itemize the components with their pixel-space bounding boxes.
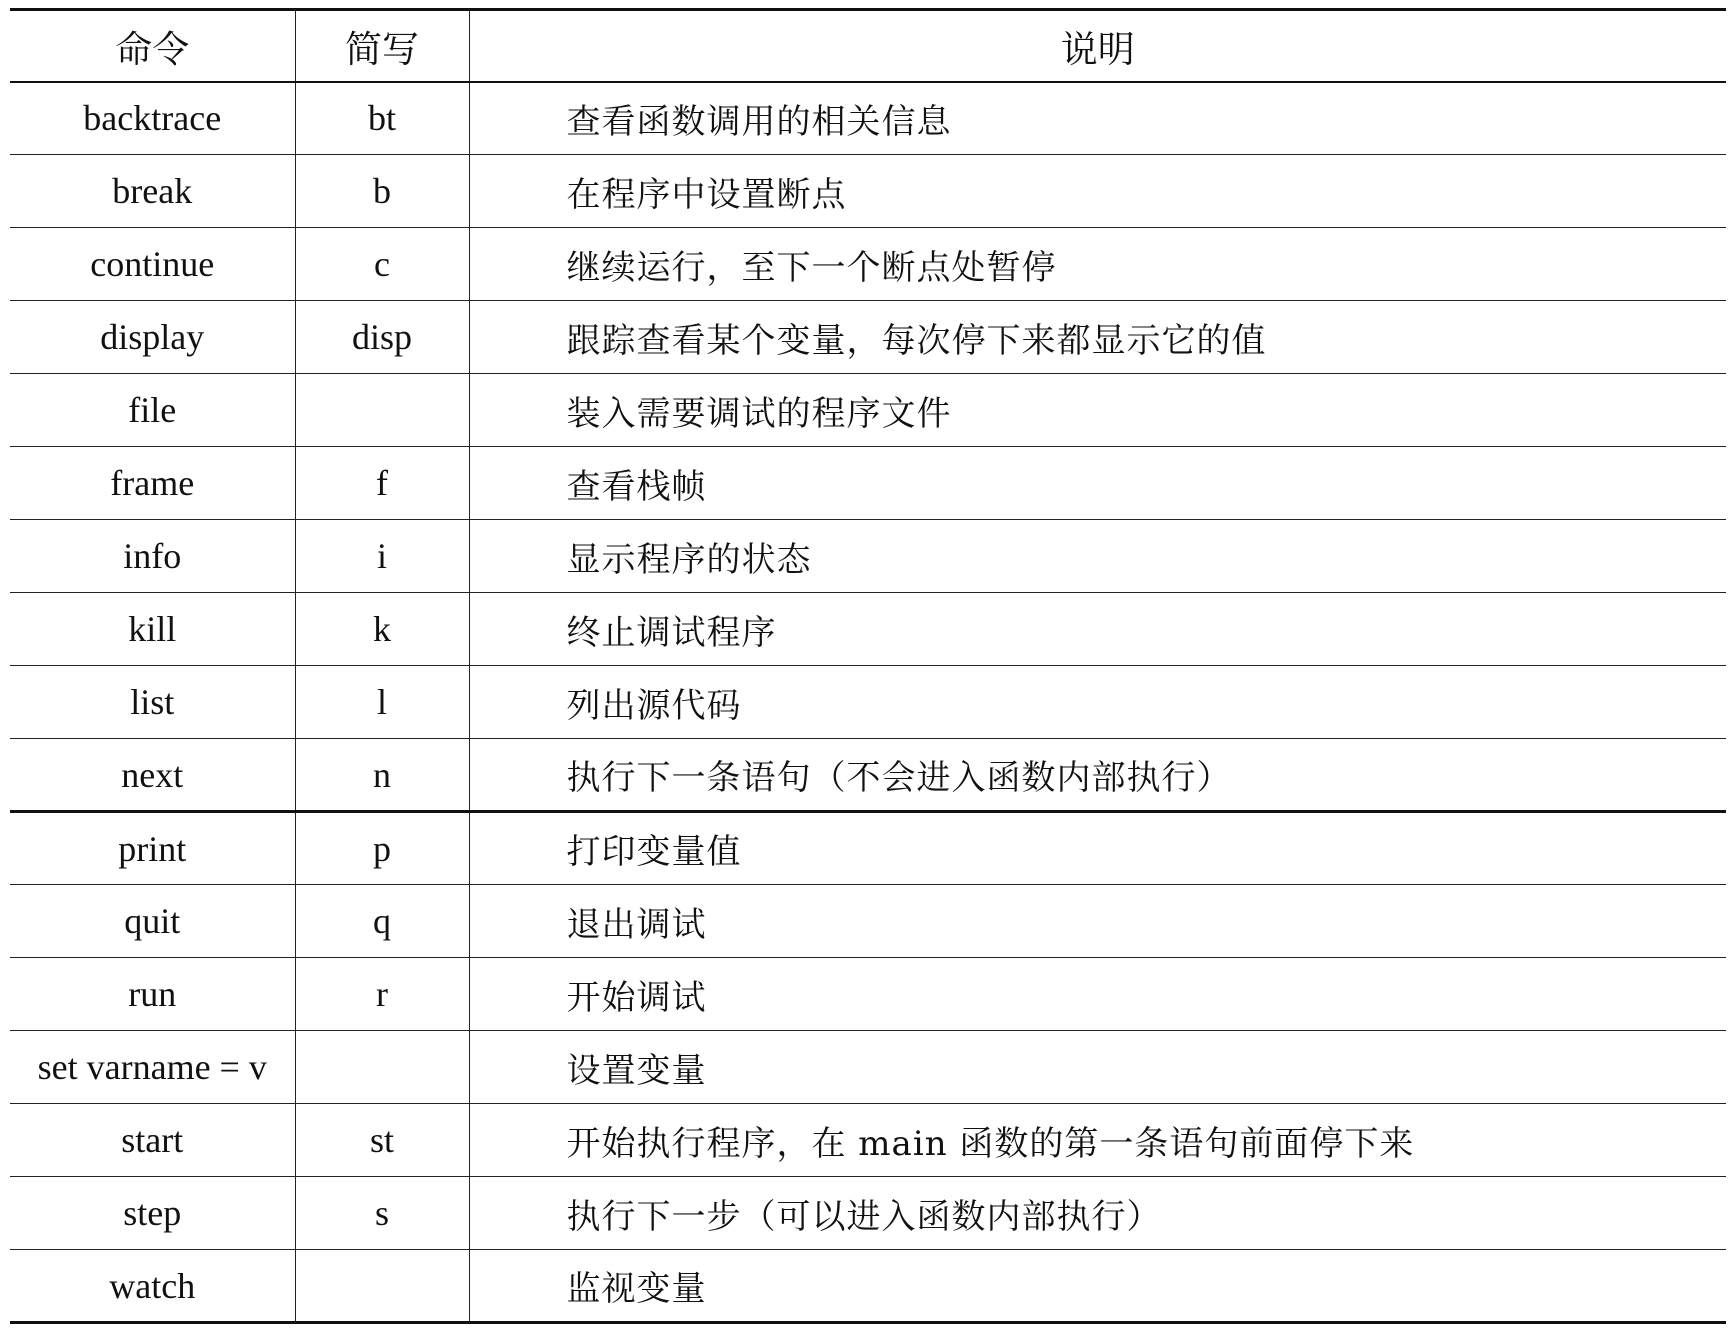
description-cell: 查看栈帧 (469, 447, 1726, 520)
command-cell: backtrace (10, 82, 295, 155)
gdb-command-table (10, 8, 1726, 1324)
description-cell: 打印变量值 (469, 812, 1726, 885)
command-cell: step (10, 1177, 295, 1250)
command-cell: kill (10, 593, 295, 666)
description-cell: 执行下一步（可以进入函数内部执行） (469, 1177, 1726, 1250)
abbreviation-cell: disp (295, 301, 469, 374)
abbreviation-cell: i (295, 520, 469, 593)
description-cell: 开始调试 (469, 958, 1726, 1031)
table-row (10, 301, 1726, 374)
command-cell: continue (10, 228, 295, 301)
command-cell: watch (10, 1250, 295, 1323)
abbreviation-cell: k (295, 593, 469, 666)
abbreviation-cell: c (295, 228, 469, 301)
abbreviation-cell (295, 374, 469, 447)
command-cell: info (10, 520, 295, 593)
table-row (10, 666, 1726, 739)
abbreviation-cell: q (295, 885, 469, 958)
header-command: 命令 (10, 10, 295, 82)
abbreviation-cell: l (295, 666, 469, 739)
command-cell: print (10, 812, 295, 885)
abbreviation-cell: bt (295, 82, 469, 155)
table-header (10, 10, 1726, 82)
command-cell: break (10, 155, 295, 228)
command-cell: set varname = v (10, 1031, 295, 1104)
abbreviation-cell (295, 1031, 469, 1104)
command-cell: file (10, 374, 295, 447)
table-row (10, 885, 1726, 958)
table-row (10, 1177, 1726, 1250)
description-cell: 查看函数调用的相关信息 (469, 82, 1726, 155)
description-cell: 列出源代码 (469, 666, 1726, 739)
description-cell: 监视变量 (469, 1250, 1726, 1323)
table-row (10, 1104, 1726, 1177)
command-cell: start (10, 1104, 295, 1177)
table-row (10, 82, 1726, 155)
abbreviation-cell: f (295, 447, 469, 520)
description-cell: 终止调试程序 (469, 593, 1726, 666)
description-cell: 继续运行，至下一个断点处暂停 (469, 228, 1726, 301)
header-row (10, 10, 1726, 82)
table-row (10, 1250, 1726, 1323)
table-row (10, 447, 1726, 520)
command-cell: quit (10, 885, 295, 958)
abbreviation-cell (295, 1250, 469, 1323)
table-row (10, 228, 1726, 301)
description-cell: 装入需要调试的程序文件 (469, 374, 1726, 447)
table-body (10, 82, 1726, 1323)
table-row (10, 739, 1726, 812)
command-cell: frame (10, 447, 295, 520)
abbreviation-cell: r (295, 958, 469, 1031)
table-row (10, 520, 1726, 593)
command-cell: next (10, 739, 295, 812)
gdb-command-table-container (10, 8, 1726, 1324)
abbreviation-cell: b (295, 155, 469, 228)
table-row (10, 374, 1726, 447)
command-cell: list (10, 666, 295, 739)
description-cell: 跟踪查看某个变量，每次停下来都显示它的值 (469, 301, 1726, 374)
table-row (10, 1031, 1726, 1104)
abbreviation-cell: p (295, 812, 469, 885)
table-row (10, 812, 1726, 885)
command-cell: display (10, 301, 295, 374)
description-cell: 显示程序的状态 (469, 520, 1726, 593)
table-row (10, 958, 1726, 1031)
table-row (10, 593, 1726, 666)
abbreviation-cell: st (295, 1104, 469, 1177)
description-cell: 设置变量 (469, 1031, 1726, 1104)
command-cell: run (10, 958, 295, 1031)
description-cell: 在程序中设置断点 (469, 155, 1726, 228)
header-abbreviation: 简写 (295, 10, 469, 82)
abbreviation-cell: s (295, 1177, 469, 1250)
table-row (10, 155, 1726, 228)
description-cell: 开始执行程序，在 main 函数的第一条语句前面停下来 (469, 1104, 1726, 1177)
description-cell: 退出调试 (469, 885, 1726, 958)
description-cell: 执行下一条语句（不会进入函数内部执行） (469, 739, 1726, 812)
abbreviation-cell: n (295, 739, 469, 812)
header-description: 说明 (469, 10, 1726, 82)
